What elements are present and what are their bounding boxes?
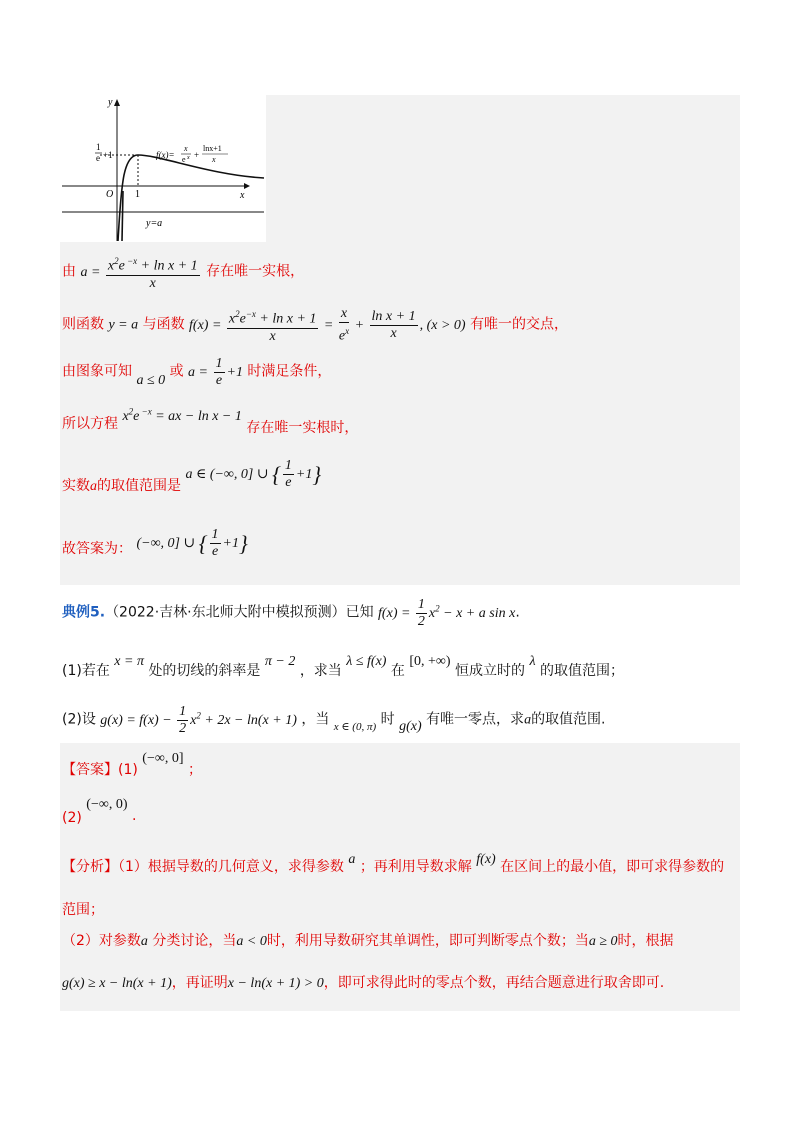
q2-b: 时 (380, 711, 395, 728)
analysis-a2-cond2: a ≥ 0 (588, 934, 618, 949)
analysis-a1-fx: f(x) (476, 852, 496, 867)
answer-p2: (2) (62, 810, 82, 826)
l3-cond1: a ≤ 0 (136, 372, 166, 388)
x-axis-label: x (240, 190, 245, 201)
analysis-tag: 【分析】 (62, 859, 118, 875)
q1-lambda: λ (529, 654, 536, 669)
l3-cond2: a = $\frac{1}{e}$ +1 (188, 356, 243, 388)
analysis-a1-pre: （1）根据导数的几何意义，求得参数 (118, 859, 344, 875)
l2-y-eq-a: y = a (108, 317, 139, 333)
func-frac2-den: x (212, 155, 216, 164)
q1-slope: π − 2 (264, 654, 296, 669)
l1-pre: 由 (62, 263, 76, 280)
func-plus: + (194, 150, 200, 160)
y-tick-num: 1 (96, 142, 101, 152)
answer-p2-end: . (131, 808, 137, 824)
solution-line-3 (62, 356, 331, 389)
analysis-line-3 (62, 972, 664, 992)
l2-formula: f(x) = $\frac{x^2e^{-x} + \ln x + 1}{x}$ = $\frac{x}{e^x}$ + $\frac{\text{ln x + 1}}{x}$ , (x > 0) (189, 306, 466, 344)
l6-pre: 故答案为： (62, 540, 132, 557)
answer-p2-value: (−∞, 0) (86, 797, 128, 812)
line-label: y=a (146, 218, 163, 229)
q2-var-a: a (524, 712, 532, 728)
question-1 (62, 650, 624, 679)
analysis-a2-mid1: 分类讨论，当 (152, 933, 237, 949)
q2-g-def: g(x) = f(x) − $\frac{1}{2}$ $x^2 + 2x - \ln(x + 1)$ (100, 704, 297, 736)
analysis-line-1 (62, 848, 725, 875)
q2-c: 有唯一零点，求 (426, 711, 525, 728)
l1-post: 存在唯一实根， (206, 263, 305, 280)
q1-pre: (1)若在 (62, 663, 110, 679)
analysis-a1-mid: ；再利用导数求解 (359, 859, 472, 875)
q1-interval: [0, +∞) (409, 654, 451, 669)
analysis-a1-var: a (348, 852, 356, 867)
example-tag: 典例5. (62, 604, 106, 621)
function-curve-left (122, 191, 123, 241)
q2-domain: x ∈ (0, π) (333, 720, 377, 733)
analysis-a2-cond1: a < 0 (236, 934, 267, 949)
origin-label: O (106, 189, 114, 200)
question-2 (62, 704, 606, 737)
function-graph (60, 95, 266, 242)
solution-line-1 (62, 253, 304, 292)
answer-p1-end: ； (187, 762, 202, 778)
answer-p1-value: (−∞, 0] (142, 751, 184, 766)
q2-gx: g(x) (399, 718, 422, 734)
solution-line-5 (62, 458, 322, 494)
func-frac1-num: x (184, 144, 188, 153)
example-source: （2022·吉林·东北师大附中模拟预测）已知 (105, 604, 374, 621)
analysis-a1-cont: 范围； (62, 902, 104, 918)
analysis-a3-ineq2: x − ln(x + 1) > 0 (227, 976, 324, 991)
analysis-a3-ineq1: g(x) ≥ x − ln(x + 1) (62, 976, 172, 991)
analysis-a2-pre: （2）对参数 (62, 933, 141, 949)
q1-b: ，求当 (299, 663, 342, 679)
analysis-line-1b (62, 899, 104, 919)
y-tick-tail: +1 (103, 150, 113, 160)
analysis-a3-mid: ，再证明 (171, 975, 228, 991)
answer-p1: (1) (118, 762, 138, 778)
q2-d: 的取值范围. (531, 711, 606, 728)
x-axis-arrow (244, 183, 250, 189)
example-function: f(x) = $\frac{1}{2}$ $x^2 - x + a$ sin x (378, 597, 516, 629)
answer-panel (60, 743, 740, 1011)
l6-range: (−∞, 0] ∪ { $\frac{1}{e}$ +1} (136, 527, 248, 559)
analysis-a2-var: a (140, 934, 148, 949)
l5-post: 的取值范围是 (97, 477, 181, 494)
answer-line-1 (62, 747, 202, 778)
l2-pre: 则函数 (62, 316, 104, 333)
l2-mid: 与函数 (142, 316, 185, 333)
l4-post: 存在唯一实根时， (246, 420, 359, 436)
graph-svg (60, 95, 266, 242)
q1-a: 处的切线的斜率是 (148, 663, 261, 679)
l3-post: 时满足条件， (247, 363, 332, 380)
answer-line-2 (62, 796, 137, 826)
analysis-a2-mid2: 时，利用导数研究其单调性，即可判断零点个数；当 (266, 933, 589, 949)
q2-pre: (2)设 (62, 711, 96, 728)
solution-line-4 (62, 405, 359, 436)
analysis-a3-post: ，即可求得此时的零点个数，再结合题意进行取舍即可. (323, 975, 665, 991)
y-tick-den: e (96, 153, 100, 163)
q2-a: ，当 (301, 711, 330, 728)
l2-post: 有唯一的交点， (470, 316, 569, 333)
func-frac1-den: e (182, 155, 186, 164)
y-axis-arrow (114, 99, 120, 106)
solution-line-6 (62, 527, 248, 560)
q1-ineq: λ ≤ f(x) (346, 654, 387, 669)
l4-pre: 所以方程 (62, 416, 118, 432)
q1-d: 恒成立时的 (455, 663, 526, 679)
l5-var: a (90, 478, 97, 494)
example-header: 典例5.（2022·吉林·东北师大附中模拟预测）已知 f(x) = $\frac{1}{2}$ $x^2 - x + a$ sin x. (62, 597, 520, 629)
l3-mid: 或 (169, 363, 184, 380)
l1-formula: a = $\frac{x^2e ^{-x} + \ln x + 1}{x}$ (80, 265, 201, 280)
analysis-a1-post: 在区间上的最小值，即可求得参数的 (500, 859, 725, 875)
q1-c: 在 (390, 663, 405, 679)
q1-x-eq-pi: x = π (114, 654, 144, 669)
analysis-a2-post: 时，根据 (617, 933, 674, 949)
l3-pre: 由图象可知 (62, 363, 132, 380)
q1-e: 的取值范围； (540, 663, 624, 679)
l4-equation: $x^2e$ $^{-x}$ = ax − ln x − 1 (122, 406, 242, 424)
answer-tag: 【答案】 (62, 762, 118, 778)
y-axis-label: y (108, 97, 113, 108)
analysis-line-2 (62, 930, 674, 950)
solution-line-2 (62, 306, 568, 345)
func-frac2-num: lnx+1 (203, 144, 222, 153)
func-label: f(x)= (156, 150, 175, 160)
func-frac1-den-sup: x (187, 155, 190, 161)
l5-range: a ∈ (−∞, 0] ∪ { $\frac{1}{e}$ +1} (185, 458, 322, 490)
x-tick-1: 1 (135, 189, 140, 200)
l5-pre: 实数 (62, 477, 90, 494)
